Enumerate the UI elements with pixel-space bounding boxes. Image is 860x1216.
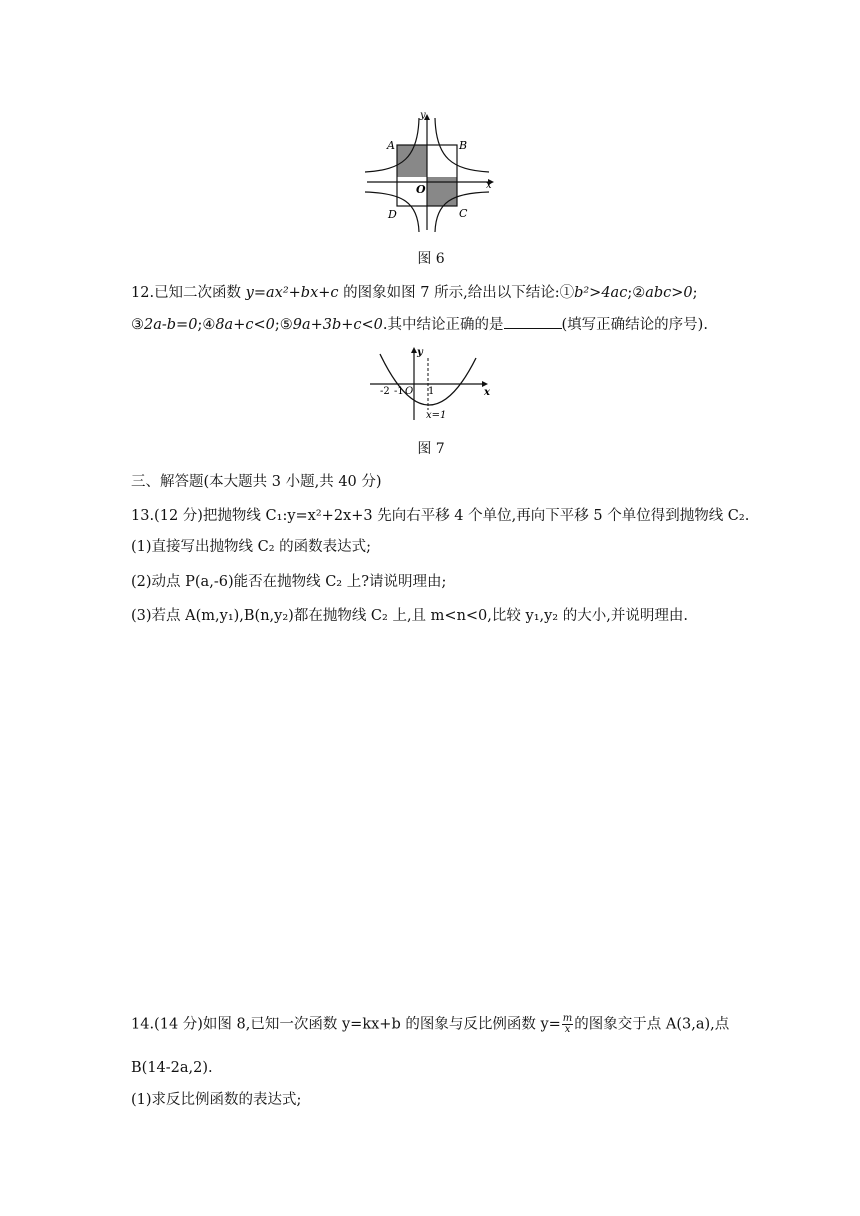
- label-y: y: [417, 347, 423, 358]
- shaded-square-bottom-right: [427, 177, 457, 206]
- label-minus-2: -2: [380, 386, 390, 397]
- label-a: A: [387, 139, 395, 152]
- figure-7: [368, 344, 498, 422]
- answer-blank[interactable]: [504, 314, 562, 329]
- question-13-stem: 13.(12 分)把抛物线 C₁:y=x²+2x+3 先向右平移 4 个单位,再向下平移 5 个单位得到抛物线 C₂.: [131, 508, 750, 524]
- label-b: B: [459, 139, 468, 152]
- question-14-part-1: (1)求反比例函数的表达式;: [131, 1092, 302, 1108]
- figure-6: [362, 108, 502, 234]
- section-3-heading: 三、解答题(本大题共 3 小题,共 40 分): [131, 474, 382, 490]
- question-12-line-1: 12.已知二次函数 y=ax²+bx+c 的图象如图 7 所示,给出以下结论:①b²>4ac;②abc>0;: [131, 285, 698, 301]
- question-14-line-1: 14.(14 分)如图 8,已知一次函数 y=kx+b 的图象与反比例函数 y= $\frac{m}{x}$ 的图象交于点 A(3,a),点: [131, 1013, 730, 1035]
- label-1: 1: [428, 386, 435, 397]
- fraction-m-over-x: $\frac{m}{x}$: [562, 1013, 573, 1035]
- label-x: x: [484, 387, 490, 398]
- figure-6-caption: 图 6: [417, 251, 445, 267]
- question-13-part-1: (1)直接写出抛物线 C₂ 的函数表达式;: [131, 539, 372, 555]
- label-minus-1: -1: [394, 386, 404, 397]
- label-o: O: [416, 183, 426, 196]
- label-o: O: [405, 386, 414, 397]
- quadratic-equation: y=ax²+bx+c: [245, 285, 339, 301]
- figure-7-caption: 图 7: [417, 441, 445, 457]
- question-12-line-2: ③2a-b=0;④8a+c<0;⑤9a+3b+c<0.其中结论正确的是 (填写正确结论的序号).: [131, 314, 708, 335]
- label-c: C: [459, 207, 468, 220]
- question-14-line-2: B(14-2a,2).: [131, 1060, 213, 1076]
- question-13-part-3: (3)若点 A(m,y₁),B(n,y₂)都在抛物线 C₂ 上,且 m<n<0,比较 y₁,y₂ 的大小,并说明理由.: [131, 608, 688, 624]
- label-y: y: [420, 110, 426, 121]
- question-12-number: 12.: [131, 285, 155, 301]
- question-13-part-2: (2)动点 P(a,-6)能否在抛物线 C₂ 上?请说明理由;: [131, 574, 447, 590]
- label-x: x: [486, 180, 492, 191]
- label-axis-x-equals-1: x=1: [426, 410, 447, 421]
- label-d: D: [388, 208, 397, 221]
